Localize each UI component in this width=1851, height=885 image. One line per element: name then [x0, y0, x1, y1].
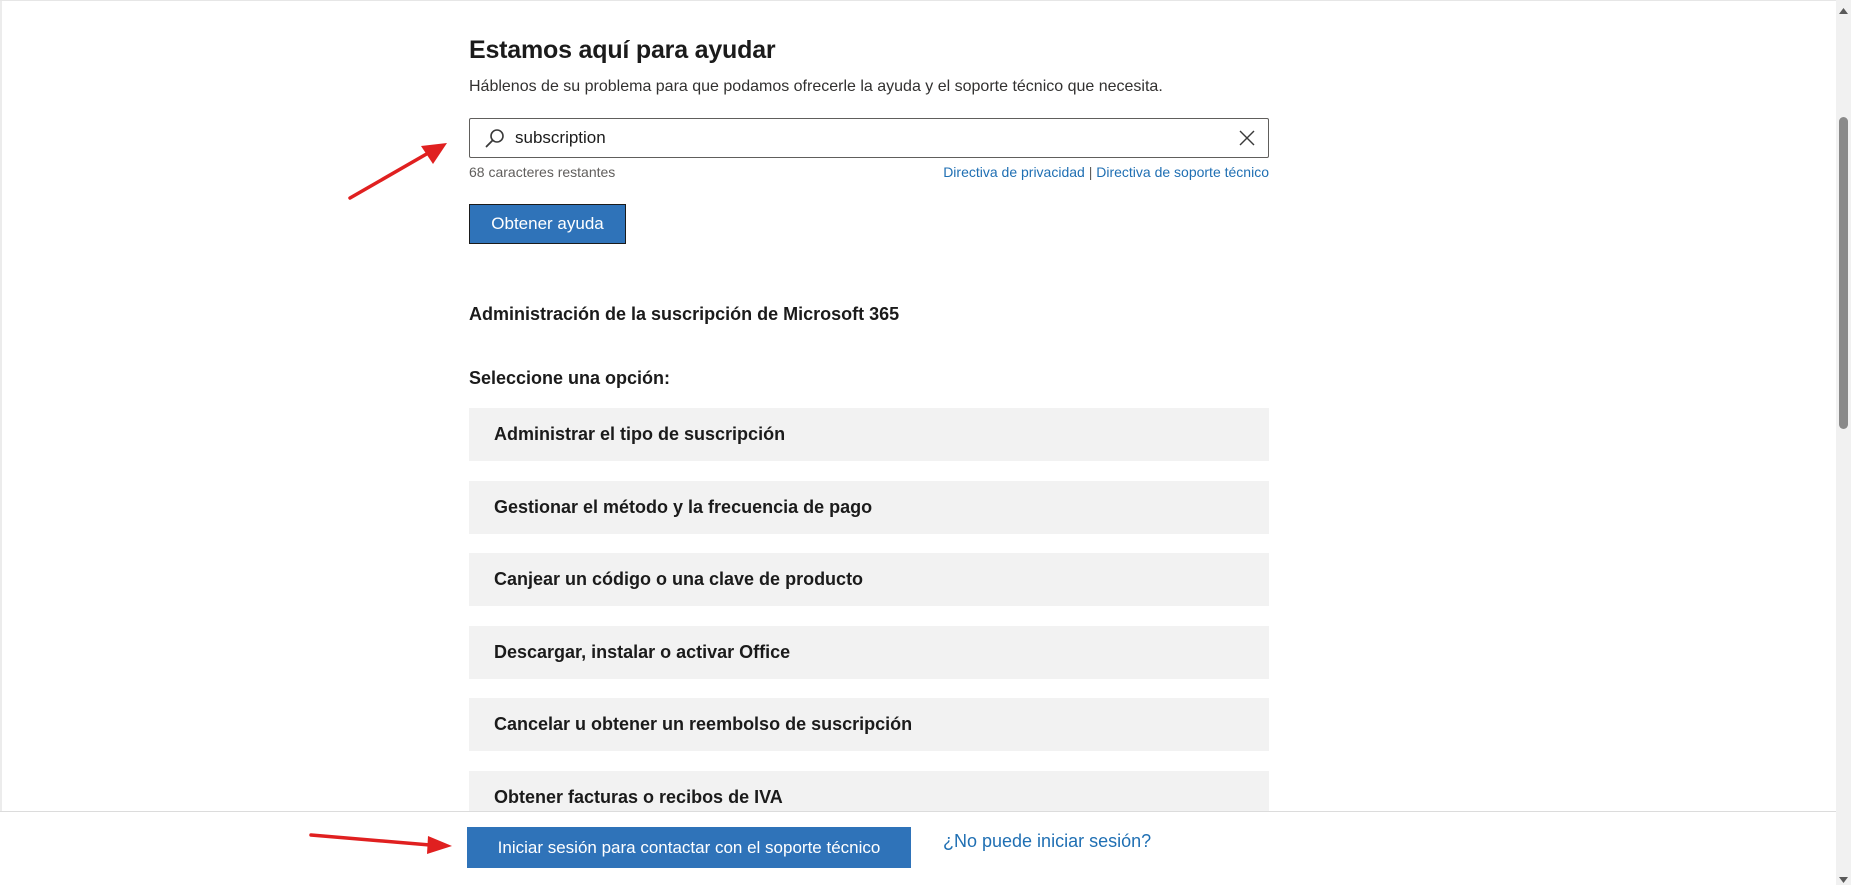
scrollbar-thumb[interactable] [1839, 117, 1848, 429]
option-item[interactable]: Gestionar el método y la frecuencia de pago [469, 481, 1269, 534]
search-icon [484, 128, 506, 150]
scroll-up-icon[interactable] [1838, 3, 1849, 13]
privacy-policy-link[interactable]: Directiva de privacidad [943, 164, 1085, 180]
select-option-label: Seleccione una opción: [469, 368, 671, 388]
search-input[interactable] [515, 119, 1215, 157]
arrow-icon [350, 143, 447, 198]
character-counter: 68 caracteres restantes [469, 164, 616, 180]
cant-signin-link[interactable]: ¿No puede iniciar sesión? [943, 831, 1152, 851]
support-policy-link[interactable]: Directiva de soporte técnico [1096, 164, 1269, 180]
page-title: Estamos aquí para ayudar [469, 36, 776, 64]
policy-links [943, 164, 1269, 180]
get-help-button[interactable]: Obtener ayuda [469, 204, 626, 244]
option-item[interactable]: Descargar, instalar o activar Office [469, 626, 1269, 679]
window-edge-top [0, 0, 1836, 1]
close-icon[interactable] [1238, 129, 1256, 147]
option-item[interactable]: Canjear un código o una clave de producto [469, 553, 1269, 606]
option-item[interactable]: Administrar el tipo de suscripción [469, 408, 1269, 461]
link-separator: | [1088, 164, 1093, 180]
scroll-down-icon[interactable] [1838, 872, 1849, 882]
footer-bar [0, 811, 1836, 885]
section-title: Administración de la suscripción de Microsoft 365 [469, 304, 900, 324]
help-content [469, 36, 1269, 807]
search-box[interactable] [469, 118, 1269, 158]
option-item[interactable]: Cancelar u obtener un reembolso de suscripción [469, 698, 1269, 751]
signin-support-button[interactable]: Iniciar sesión para contactar con el soporte técnico [467, 827, 911, 868]
option-item[interactable]: Obtener facturas o recibos de IVA [469, 771, 1269, 824]
vertical-scrollbar[interactable] [1836, 0, 1851, 885]
search-meta-row [469, 164, 1269, 184]
window-edge [0, 0, 2, 885]
page-subtitle: Háblenos de su problema para que podamos ofrecerle la ayuda y el soporte técnico que necesita. [469, 78, 1163, 95]
